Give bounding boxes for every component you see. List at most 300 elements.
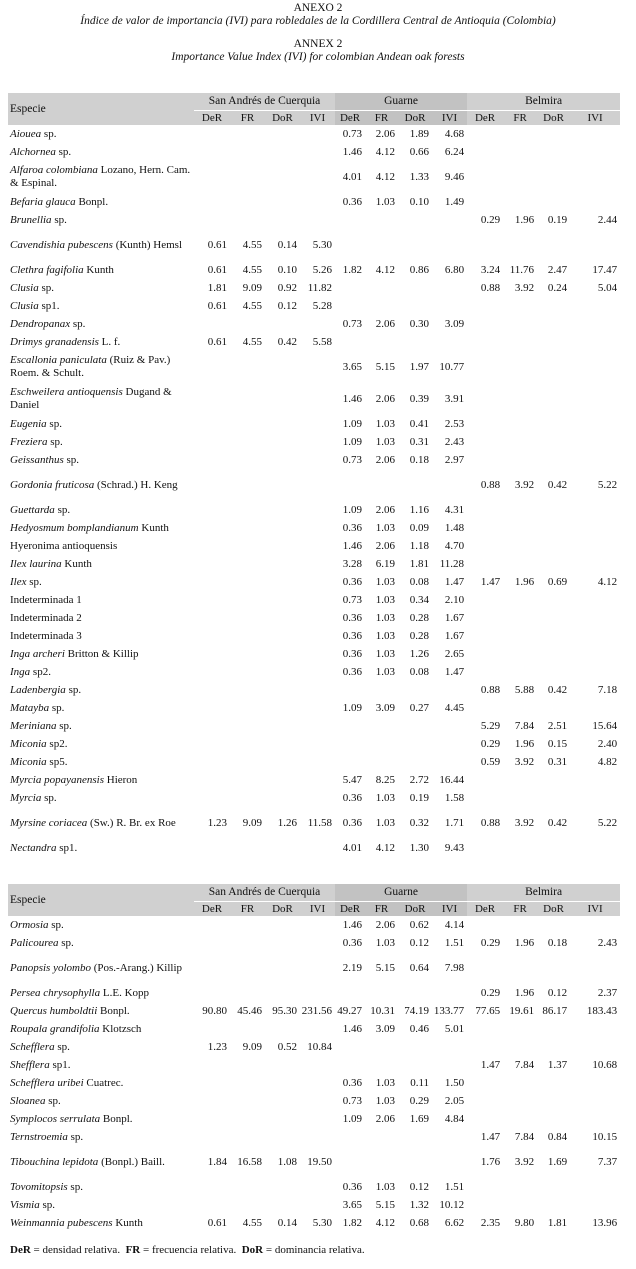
value-cell: 4.70 xyxy=(444,539,465,552)
metric-header: DeR xyxy=(467,902,503,917)
value-cell: 7.84 xyxy=(514,1130,535,1143)
value-cell: 6.62 xyxy=(444,1216,465,1229)
value-cell: 1.71 xyxy=(444,816,465,829)
value-cell: 10.84 xyxy=(307,1040,333,1053)
value-cell xyxy=(265,125,300,143)
table-row xyxy=(8,229,620,261)
value-cell xyxy=(398,1128,432,1146)
table-row xyxy=(8,297,620,315)
value-cell xyxy=(194,1056,230,1074)
species-name-authority: sp. xyxy=(54,1040,70,1053)
value-cell xyxy=(194,193,230,211)
value-cell xyxy=(537,663,570,681)
value-cell: 2.06 xyxy=(375,503,396,516)
value-cell: 0.29 xyxy=(409,1094,430,1107)
value-cell: 6.19 xyxy=(375,557,396,570)
value-cell xyxy=(265,1092,300,1110)
value-cell: 0.29 xyxy=(480,737,501,750)
value-cell: 0.29 xyxy=(480,213,501,226)
value-cell xyxy=(398,753,432,771)
value-cell: 2.10 xyxy=(444,593,465,606)
species-cell xyxy=(8,573,194,591)
table-row xyxy=(8,351,620,383)
table-row xyxy=(8,501,620,519)
value-cell xyxy=(570,501,620,519)
species-cell xyxy=(8,916,194,934)
value-cell: 77.65 xyxy=(475,1004,501,1017)
value-cell xyxy=(432,681,467,699)
value-cell xyxy=(570,789,620,807)
value-cell xyxy=(432,469,467,501)
value-cell xyxy=(265,984,300,1002)
value-cell xyxy=(398,1056,432,1074)
value-cell: 133.77 xyxy=(433,1004,465,1017)
species-cell xyxy=(8,934,194,952)
value-cell: 4.45 xyxy=(444,701,465,714)
metric-header: DoR xyxy=(537,902,570,917)
value-cell: 1.81 xyxy=(547,1216,568,1229)
species-cell xyxy=(8,1178,194,1196)
value-cell xyxy=(365,1128,398,1146)
table-row xyxy=(8,609,620,627)
value-cell: 5.22 xyxy=(597,478,618,491)
species-name-authority: sp. xyxy=(39,1198,56,1211)
value-cell xyxy=(570,383,620,415)
value-cell: 1.16 xyxy=(409,503,430,516)
value-cell xyxy=(570,839,620,857)
title-en: Importance Value Index (IVI) for colombian Andean oak forests xyxy=(171,51,465,63)
value-cell: 5.15 xyxy=(375,961,396,974)
value-cell: 1.48 xyxy=(444,521,465,534)
value-cell: 0.15 xyxy=(547,737,568,750)
metric-header: DeR xyxy=(194,111,230,126)
footnote-dor-abbr: DoR xyxy=(241,1244,264,1256)
value-cell: 2.47 xyxy=(547,263,568,276)
value-cell: 9.09 xyxy=(242,281,262,294)
species-name-authority: Kunth xyxy=(83,263,114,276)
value-cell: 0.64 xyxy=(409,961,430,974)
value-cell xyxy=(503,161,537,193)
species-cell xyxy=(8,415,194,433)
value-cell xyxy=(265,699,300,717)
value-cell xyxy=(467,519,503,537)
value-cell xyxy=(570,591,620,609)
value-cell xyxy=(194,519,230,537)
value-cell: 4.01 xyxy=(342,841,363,854)
value-cell xyxy=(537,627,570,645)
species-cell xyxy=(8,681,194,699)
value-cell xyxy=(570,519,620,537)
value-cell xyxy=(537,1020,570,1038)
value-cell xyxy=(503,609,537,627)
species-name-authority: sp. xyxy=(65,683,82,696)
value-cell xyxy=(467,1178,503,1196)
value-cell: 0.68 xyxy=(409,1216,430,1229)
value-cell xyxy=(194,161,230,193)
value-cell xyxy=(230,934,265,952)
value-cell xyxy=(265,916,300,934)
species-name-authority: sp. xyxy=(70,317,86,330)
value-cell xyxy=(265,771,300,789)
species-name-italic: Tibouchina lepidota xyxy=(10,1155,99,1168)
species-name-italic: Alchornea xyxy=(10,145,56,158)
value-cell xyxy=(503,537,537,555)
table-row xyxy=(8,125,620,143)
table-row xyxy=(8,1178,620,1196)
table-row xyxy=(8,211,620,229)
value-cell xyxy=(503,433,537,451)
table-footnote xyxy=(10,1244,365,1256)
value-cell xyxy=(365,333,398,351)
value-cell xyxy=(537,1178,570,1196)
species-name-authority: Bonpl. xyxy=(97,1004,130,1017)
value-cell xyxy=(398,229,432,261)
value-cell xyxy=(570,351,620,383)
value-cell xyxy=(230,1128,265,1146)
species-name-authority: sp. xyxy=(41,791,57,804)
value-cell xyxy=(503,1178,537,1196)
value-cell xyxy=(570,1020,620,1038)
value-cell: 0.41 xyxy=(409,417,430,430)
table-row xyxy=(8,1214,620,1232)
value-cell xyxy=(503,1074,537,1092)
value-cell xyxy=(230,501,265,519)
value-cell xyxy=(503,1196,537,1214)
value-cell xyxy=(265,1110,300,1128)
value-cell xyxy=(230,1196,265,1214)
value-cell: 0.14 xyxy=(277,1216,297,1229)
value-cell: 1.69 xyxy=(409,1112,430,1125)
value-cell xyxy=(230,519,265,537)
table-row xyxy=(8,681,620,699)
value-cell: 2.05 xyxy=(444,1094,465,1107)
value-cell xyxy=(467,351,503,383)
value-cell: 1.09 xyxy=(342,417,363,430)
value-cell: 0.86 xyxy=(409,263,430,276)
species-name-italic: Miconia xyxy=(10,737,47,750)
value-cell: 1.82 xyxy=(342,1216,363,1229)
value-cell xyxy=(300,839,335,857)
value-cell: 9.09 xyxy=(242,1040,262,1053)
value-cell xyxy=(194,1074,230,1092)
value-cell: 0.62 xyxy=(409,918,430,931)
value-cell: 10.12 xyxy=(439,1198,465,1211)
table-row xyxy=(8,451,620,469)
value-cell xyxy=(265,1178,300,1196)
title-es: Índice de valor de importancia (IVI) para robledales de la Cordillera Central de Antioquia (Colombia) xyxy=(80,15,556,27)
site-header: San Andrés de Cuerquia xyxy=(194,884,335,902)
footnote-fr-text: = frecuencia relativa. xyxy=(140,1244,242,1256)
value-cell xyxy=(467,609,503,627)
ivi-table-part-2 xyxy=(8,884,620,1232)
value-cell xyxy=(537,1092,570,1110)
value-cell: 2.37 xyxy=(597,986,618,999)
value-cell xyxy=(300,383,335,415)
value-cell: 0.11 xyxy=(410,1076,430,1089)
value-cell xyxy=(570,1092,620,1110)
value-cell: 90.80 xyxy=(202,1004,227,1017)
value-cell xyxy=(503,193,537,211)
value-cell xyxy=(503,143,537,161)
value-cell: 1.03 xyxy=(375,791,396,804)
value-cell: 2.72 xyxy=(409,773,430,786)
value-cell: 1.46 xyxy=(342,145,363,158)
value-cell xyxy=(503,771,537,789)
value-cell: 19.61 xyxy=(509,1004,535,1017)
value-cell: 3.91 xyxy=(444,392,465,405)
value-cell: 6.80 xyxy=(444,263,465,276)
value-cell xyxy=(265,315,300,333)
value-cell xyxy=(230,573,265,591)
value-cell xyxy=(230,351,265,383)
value-cell: 1.49 xyxy=(444,195,465,208)
value-cell xyxy=(467,1020,503,1038)
species-cell xyxy=(8,645,194,663)
value-cell xyxy=(265,789,300,807)
annex-label-es: ANEXO 2 xyxy=(293,2,343,14)
value-cell xyxy=(537,537,570,555)
species-name-italic: Panopsis yolombo xyxy=(10,961,91,974)
value-cell xyxy=(467,555,503,573)
species-cell xyxy=(8,839,194,857)
value-cell: 4.84 xyxy=(444,1112,465,1125)
value-cell xyxy=(537,229,570,261)
value-cell xyxy=(467,699,503,717)
value-cell: 0.10 xyxy=(409,195,430,208)
species-cell xyxy=(8,1128,194,1146)
metric-header: DoR xyxy=(537,111,570,126)
species-name-authority: Dugand & Daniel xyxy=(10,386,172,411)
value-cell xyxy=(265,501,300,519)
value-cell: 0.66 xyxy=(409,145,430,158)
value-cell xyxy=(467,433,503,451)
species-cell xyxy=(8,789,194,807)
value-cell xyxy=(265,433,300,451)
value-cell: 0.36 xyxy=(342,647,363,660)
value-cell: 0.09 xyxy=(409,521,430,534)
value-cell xyxy=(230,952,265,984)
species-name-authority: sp5. xyxy=(46,755,68,768)
value-cell xyxy=(300,161,335,193)
value-cell: 0.42 xyxy=(547,478,568,491)
value-cell: 0.36 xyxy=(342,1076,363,1089)
value-cell xyxy=(230,451,265,469)
value-cell: 5.26 xyxy=(312,263,333,276)
table-row xyxy=(8,537,620,555)
species-name-authority: sp. xyxy=(67,1180,83,1193)
value-cell xyxy=(503,627,537,645)
value-cell: 1.47 xyxy=(480,1058,501,1071)
value-cell xyxy=(300,573,335,591)
value-cell xyxy=(194,1092,230,1110)
value-cell xyxy=(537,297,570,315)
value-cell xyxy=(194,1110,230,1128)
species-name-italic: Schefflera xyxy=(10,1040,55,1053)
value-cell xyxy=(194,573,230,591)
value-cell: 86.17 xyxy=(542,1004,568,1017)
value-cell: 0.27 xyxy=(409,701,430,714)
value-cell xyxy=(265,1056,300,1074)
value-cell: 0.08 xyxy=(409,665,430,678)
value-cell xyxy=(265,952,300,984)
value-cell xyxy=(398,211,432,229)
species-cell xyxy=(8,333,194,351)
value-cell xyxy=(265,591,300,609)
value-cell: 3.92 xyxy=(514,755,535,768)
value-cell xyxy=(335,753,365,771)
value-cell xyxy=(570,333,620,351)
value-cell xyxy=(570,229,620,261)
value-cell: 45.46 xyxy=(237,1004,262,1017)
table-row xyxy=(8,663,620,681)
value-cell xyxy=(265,681,300,699)
table-row xyxy=(8,645,620,663)
value-cell xyxy=(365,297,398,315)
value-cell xyxy=(398,1038,432,1056)
value-cell: 0.36 xyxy=(342,629,363,642)
species-name-italic: Sloanea xyxy=(10,1094,46,1107)
value-cell xyxy=(432,735,467,753)
value-cell: 4.12 xyxy=(375,170,396,183)
value-cell xyxy=(300,1092,335,1110)
value-cell: 1.26 xyxy=(277,816,297,829)
value-cell: 1.09 xyxy=(342,503,363,516)
species-cell xyxy=(8,807,194,839)
value-cell: 4.12 xyxy=(375,263,396,276)
metric-header: IVI xyxy=(300,902,335,917)
value-cell xyxy=(194,469,230,501)
value-cell: 11.58 xyxy=(307,816,333,829)
value-cell: 16.44 xyxy=(439,773,465,786)
value-cell xyxy=(365,1146,398,1178)
value-cell xyxy=(503,333,537,351)
value-cell xyxy=(467,839,503,857)
species-name-authority: Bonpl. xyxy=(100,1112,133,1125)
table-row xyxy=(8,1074,620,1092)
value-cell: 0.61 xyxy=(207,263,227,276)
value-cell: 0.88 xyxy=(480,683,501,696)
value-cell xyxy=(194,1020,230,1038)
value-cell xyxy=(537,501,570,519)
value-cell xyxy=(265,469,300,501)
value-cell xyxy=(230,771,265,789)
value-cell: 10.15 xyxy=(592,1130,618,1143)
value-cell: 0.34 xyxy=(409,593,430,606)
value-cell: 1.47 xyxy=(480,575,501,588)
species-name-authority: sp. xyxy=(49,701,65,714)
value-cell: 1.03 xyxy=(375,647,396,660)
value-cell xyxy=(300,315,335,333)
value-cell xyxy=(194,555,230,573)
value-cell: 1.03 xyxy=(375,521,396,534)
species-name-italic: Meriniana xyxy=(10,719,57,732)
species-name-italic: Matayba xyxy=(10,701,50,714)
value-cell xyxy=(537,839,570,857)
value-cell xyxy=(230,645,265,663)
species-cell xyxy=(8,1056,194,1074)
table-row xyxy=(8,415,620,433)
footnote-der-text: = densidad relativa. xyxy=(30,1244,126,1256)
value-cell xyxy=(300,717,335,735)
value-cell: 1.47 xyxy=(444,575,465,588)
metric-header: DoR xyxy=(265,902,300,917)
species-name-authority: sp1. xyxy=(56,841,78,854)
value-cell: 0.73 xyxy=(342,453,363,466)
value-cell xyxy=(230,839,265,857)
value-cell: 2.35 xyxy=(480,1216,501,1229)
value-cell: 1.18 xyxy=(409,539,430,552)
value-cell xyxy=(537,315,570,333)
value-cell xyxy=(230,699,265,717)
species-cell xyxy=(8,229,194,261)
value-cell: 3.65 xyxy=(342,1198,363,1211)
value-cell xyxy=(194,537,230,555)
species-name-italic: Alfaroa colombiana xyxy=(10,164,98,176)
value-cell xyxy=(265,161,300,193)
species-cell xyxy=(8,279,194,297)
value-cell: 1.03 xyxy=(375,417,396,430)
value-cell: 1.03 xyxy=(375,665,396,678)
value-cell: 1.97 xyxy=(409,360,430,373)
value-cell xyxy=(365,469,398,501)
value-cell xyxy=(265,717,300,735)
value-cell xyxy=(537,1074,570,1092)
value-cell xyxy=(537,771,570,789)
value-cell: 0.36 xyxy=(342,521,363,534)
table-row xyxy=(8,916,620,934)
value-cell xyxy=(570,125,620,143)
annex-label-en: ANNEX 2 xyxy=(293,38,343,50)
value-cell xyxy=(194,952,230,984)
species-name-italic: Quercus humboldtii xyxy=(10,1004,98,1017)
value-cell: 4.31 xyxy=(444,503,465,516)
table-row xyxy=(8,984,620,1002)
species-name-authority: sp1. xyxy=(38,299,60,312)
table-row xyxy=(8,383,620,415)
value-cell: 9.46 xyxy=(444,170,465,183)
table-row xyxy=(8,771,620,789)
metric-header: FR xyxy=(365,902,398,917)
value-cell xyxy=(230,1110,265,1128)
value-cell xyxy=(265,1020,300,1038)
value-cell xyxy=(194,771,230,789)
species-cell xyxy=(8,591,194,609)
value-cell xyxy=(230,383,265,415)
value-cell xyxy=(300,415,335,433)
footnote-der-abbr: DeR xyxy=(10,1244,31,1256)
table-row xyxy=(8,789,620,807)
value-cell xyxy=(194,789,230,807)
species-cell xyxy=(8,315,194,333)
value-cell xyxy=(300,1056,335,1074)
value-cell xyxy=(432,229,467,261)
value-cell xyxy=(570,297,620,315)
species-cell xyxy=(8,753,194,771)
value-cell xyxy=(194,934,230,952)
value-cell xyxy=(398,279,432,297)
value-cell: 7.84 xyxy=(514,719,535,732)
species-name-authority: sp. xyxy=(48,918,64,931)
value-cell: 2.43 xyxy=(597,936,618,949)
species-name-italic: Clusia xyxy=(10,299,39,312)
species-name-italic: Cavendishia pubescens xyxy=(10,238,113,251)
site-header: Belmira xyxy=(467,884,620,902)
value-cell xyxy=(265,753,300,771)
species-name-italic: Clusia xyxy=(10,281,39,294)
value-cell xyxy=(335,1146,365,1178)
species-name-authority: (Kunth) Hemsl xyxy=(112,238,182,251)
value-cell xyxy=(570,916,620,934)
